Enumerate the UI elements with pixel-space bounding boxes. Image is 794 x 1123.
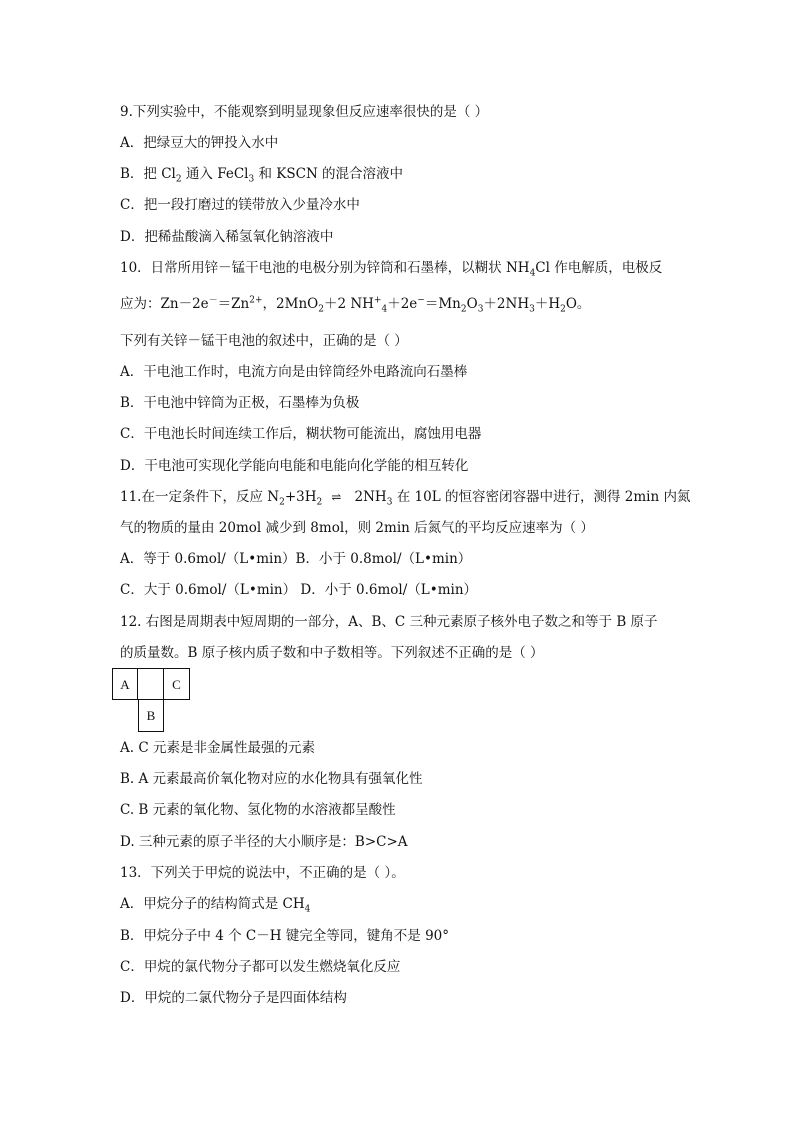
q13-option-b: B．甲烷分子中 4 个 C－H 键完全等同，键角不是 90° [120,928,449,944]
q12-stem-line1: 12. 右图是周期表中短周期的一部分，A、B、C 三种元素原子核外电子数之和等于 B 原子 [120,614,658,630]
q11-options-cd: C．大于 0.6mol/（L•min） D．小于 0.6mol/（L•min） [120,582,478,598]
q10-option-b: B．干电池中锌筒为正极，石墨棒为负极 [120,395,360,411]
q10-equation: 应为：$Zn-2e^-=Zn^{2+}$，2MnO$_2$＋2 $NH^+_4+2e^-=Mn_2O_3+2NH_3+H_2O$。 [120,295,591,315]
cell-empty [138,668,164,700]
q11-stem-line1: 11.在一定条件下，反应 $N_2+3H_2$ ⇌ $2NH_3$ 在 10L 的恒容密闭容器中进行，测得 2min 内氮 [120,489,691,508]
cell-c: C [164,668,190,700]
q10-option-c: C．干电池长时间连续工作后，糊状物可能流出，腐蚀用电器 [120,426,482,442]
q9-option-c: C．把一段打磨过的镁带放入少量冷水中 [120,197,360,213]
q9-option-b: B．把 $Cl_2$ 通入 FeCl$_3$ 和 KSCN 的混合溶液中 [120,166,404,185]
q12-stem-line2: 的质量数。B 原子核内质子数和中子数相等。下列叙述不正确的是（ ） [120,645,544,661]
q10-stem-line1: 10．日常所用锌－锰干电池的电极分别为锌筒和石墨棒，以糊状 $NH_4Cl$ 作电解质，电极反 [120,260,663,279]
q10-option-d: D．干电池可实现化学能向电能和电能向化学能的相互转化 [120,458,469,474]
cell-a: A [112,668,138,700]
q13-option-a: A．甲烷分子的结构简式是 $CH_4$ [120,896,311,915]
q9-stem: 9.下列实验中，不能观察到明显现象但反应速率很快的是（ ） [120,104,489,120]
q9-option-a: A．把绿豆大的钾投入水中 [120,135,279,151]
q13-option-c: C．甲烷的氯代物分子都可以发生燃烧氧化反应 [120,959,401,975]
q12-option-c: C. B 元素的氧化物、氢化物的水溶液都呈酸性 [120,802,396,818]
q11-stem-line2: 气的物质的量由 20mol 减少到 8mol，则 2min 后氮气的平均反应速率为（ ） [120,520,594,536]
q12-option-a: A. C 元素是非金属性最强的元素 [120,740,315,756]
q9-option-d: D．把稀盐酸滴入稀氢氧化钠溶液中 [120,229,334,245]
q10-stem-line2: 下列有关锌－锰干电池的叙述中，正确的是（ ） [120,333,408,349]
q10-option-a: A．干电池工作时，电流方向是由锌筒经外电路流向石墨棒 [120,364,468,380]
q13-stem: 13．下列关于甲烷的说法中，不正确的是（ ）。 [120,865,405,881]
equilibrium-arrow-icon: ⇌ [331,490,342,504]
cell-b: B [138,700,164,732]
q11-options-ab: A．等于 0.6mol/（L•min）B．小于 0.8mol/（L•min） [120,551,472,567]
q12-option-b: B. A 元素最高价氧化物对应的水化物具有强氧化性 [120,771,423,787]
q13-option-d: D．甲烷的二氯代物分子是四面体结构 [120,990,347,1006]
q12-option-d: D. 三种元素的原子半径的大小顺序是：B>C>A [120,834,408,850]
